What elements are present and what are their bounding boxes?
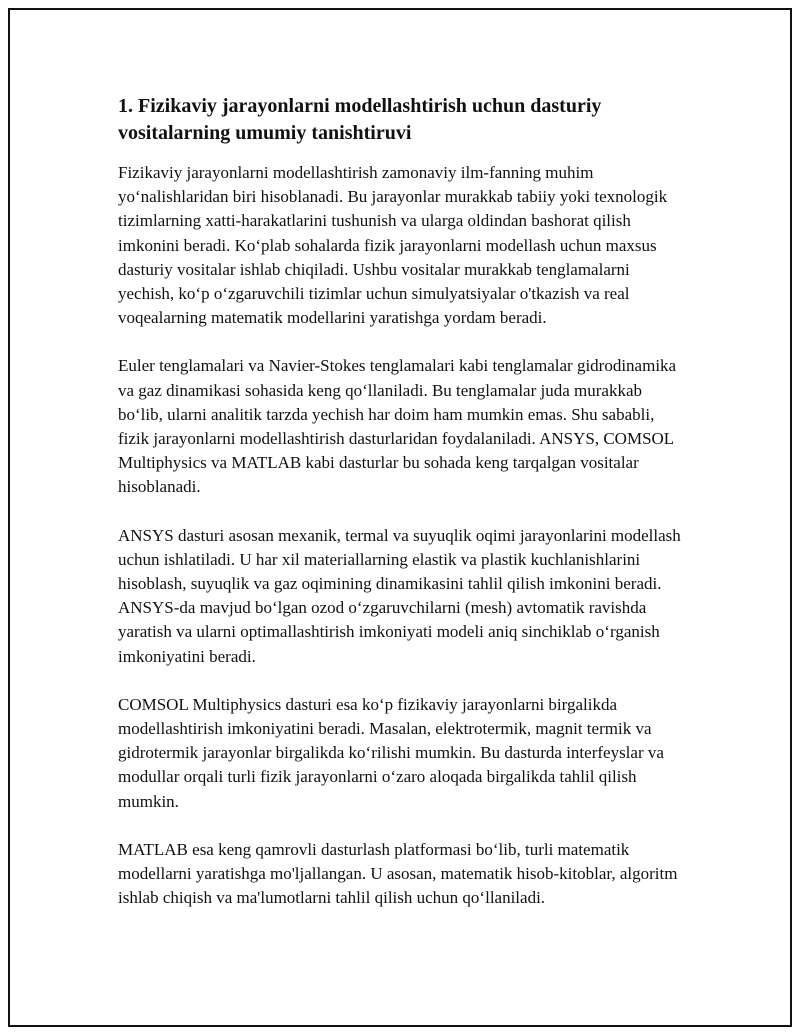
- paragraph-matlab: MATLAB esa keng qamrovli dasturlash platformasi bo‘lib, turli matematik modellarni yaratishga mo'ljallangan. U asosan, matematik hisob-kitoblar, algoritm ishlab chiqish va ma'lumotlarni tahlil qilish uchun qo‘llaniladi.: [118, 839, 678, 908]
- paragraph-equations: Euler tenglamalari va Navier-Stokes tenglamalari kabi tenglamalar gidrodinamika va gaz dinamikasi sohasida keng qo‘llaniladi. Bu tenglamalar juda murakkab bo‘lib, ularni analitik tarzda yechish har doim ham mumkin emas. Shu sababli, fizik jarayonlarni modellashtirish dasturlaridan foydalaniladi. ANSYS, COMSOL Multiphysics va MATLAB kabi dasturlar bu sohada keng tarqalgan vositalar hisoblanadi.: [118, 356, 677, 497]
- paragraph-comsol: COMSOL Multiphysics dasturi esa ko‘p fizikaviy jarayonlarni birgalikda modellashtirish imkoniyatini beradi. Masalan, elektrotermik, magnit termik va gidrotermik jarayonlar birgalikda ko‘rilishi mumkin. Bu dasturda interfeyslar va modullar orqali turli fizik jarayonlarni o‘zaro aloqada birgalikda tahlil qilish mumkin.: [118, 694, 664, 811]
- paragraph-intro: Fizikaviy jarayonlarni modellashtirish zamonaviy ilm-fanning muhim yo‘nalishlaridan biri hisoblanadi. Bu jarayonlar murakkab tabiiy yoki texnologik tizimlarning xatti-harakatlarini tushunish va ularga oldindan bashorat qilish imkonini beradi. Ko‘plab sohalarda fizik jarayonlarni modellash uchun maxsus dasturiy vositalar ishlab chiqiladi. Ushbu vositalar murakkab tenglamalarni yechish, ko‘p o‘zgaruvchili tizimlar uchun simulyatsiyalar o'tkazish va real voqealarning matematik modellarini yaratishga yordam beradi.: [118, 163, 668, 328]
- paragraph-ansys: ANSYS dasturi asosan mexanik, termal va suyuqlik oqimi jarayonlarini modellash uchun ishlatiladi. U har xil materiallarning elastik va plastik kuchlanishlarini hisoblash, suyuqlik va gaz oqimining dinamikasini tahlil qilish imkonini beradi. ANSYS-da mavjud bo‘lgan ozod o‘zgaruvchilarni (mesh) avtomatik ravishda yaratish va ularni optimallashtirish imkoniyati modeli aniq sinchiklab o‘rganish imkoniyatini beradi.: [118, 525, 681, 666]
- document-body: [118, 93, 686, 910]
- section-heading: 1. Fizikaviy jarayonlarni modellashtirish uchun dasturiy vositalarning umumiy tanishtiruvi: [118, 95, 602, 144]
